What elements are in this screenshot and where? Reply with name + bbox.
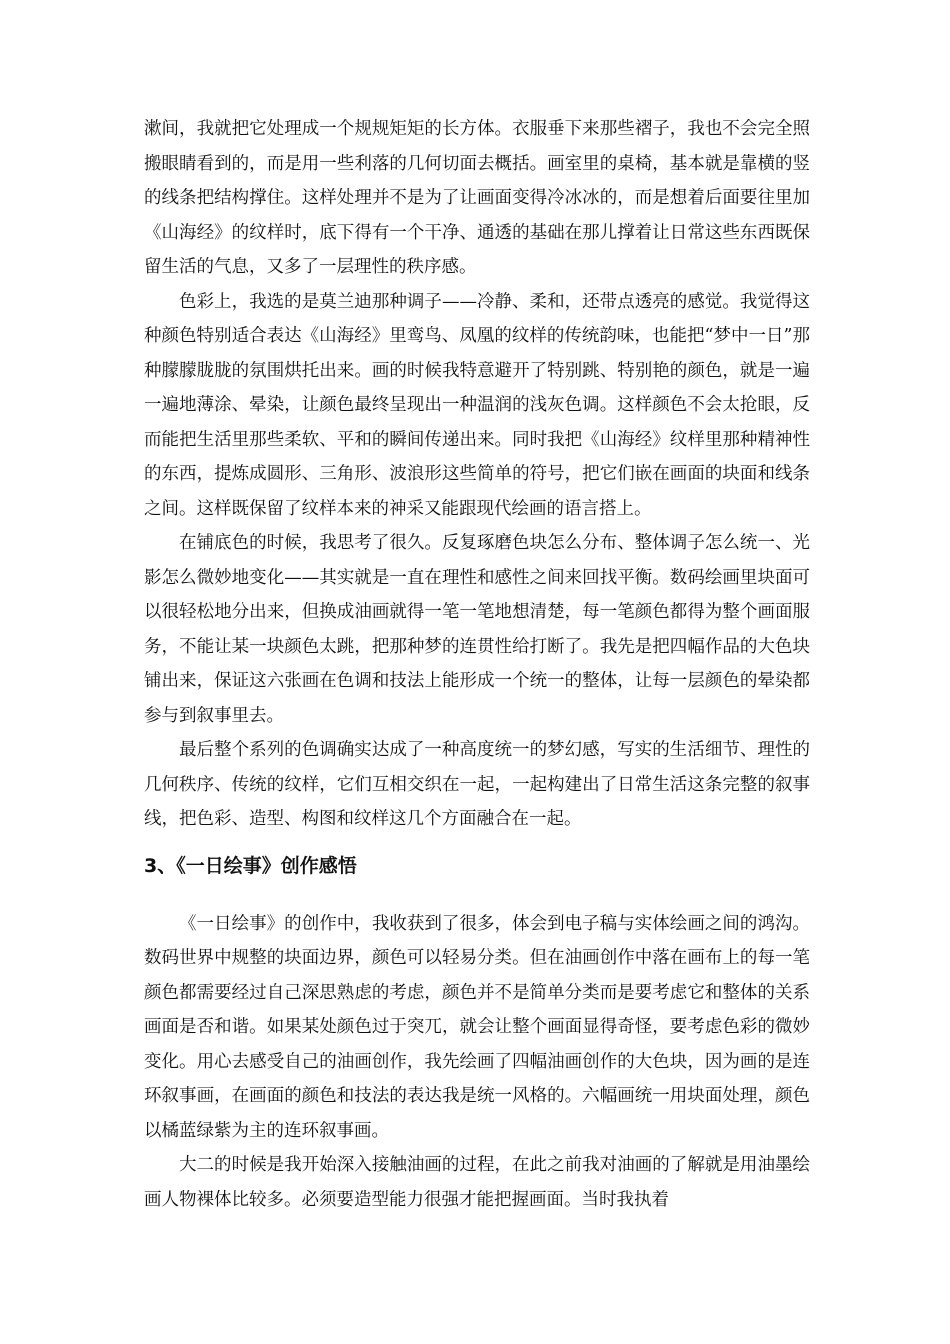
section-heading: 3、《一日绘事》创作感悟 [144, 854, 357, 877]
body-paragraph: 色彩上，我选的是莫兰迪那种调子——冷静、柔和，还带点透亮的感觉。我觉得这种颜色特别适合表达《山海经》里鸾鸟、凤凰的纹样的传统韵味，也能把“梦中一日”那种朦朦胧胧的氛围烘托出来。画的时候我特意避开了特别跳、特别艳的颜色，就是一遍一遍地薄涂、晕染，让颜色最终呈现出一种温润的浅灰色调。这样颜色不会太抢眼，反而能把生活里那些柔软、平和的瞬间传递出来。同时我把《山海经》纹样里那种精神性的东西，提炼成圆形、三角形、波浪形这些简单的符号，把它们嵌在画面的块面和线条之间。这样既保留了纹样本来的神采又能跟现代绘画的语言搭上。 [144, 291, 810, 519]
document-page [144, 112, 810, 1217]
body-paragraph: 《一日绘事》的创作中，我收获到了很多，体会到电子稿与实体绘画之间的鸿沟。数码世界中规整的块面边界，颜色可以轻易分类。但在油画创作中落在画布上的每一笔颜色都需要经过自己深思熟虑的考虑，颜色并不是简单分类而是要考虑它和整体的关系画面是否和谐。如果某处颜色过于突兀，就会让整个画面显得奇怪，要考虑色彩的微妙变化。用心去感受自己的油画创作，我先绘画了四幅油画创作的大色块，因为画的是连环叙事画，在画面的颜色和技法的表达我是统一风格的。六幅画统一用块面处理，颜色以橘蓝绿紫为主的连环叙事画。 [144, 913, 810, 1141]
body-paragraph: 在铺底色的时候，我思考了很久。反复琢磨色块怎么分布、整体调子怎么统一、光影怎么微妙地变化——其实就是一直在理性和感性之间来回找平衡。数码绘画里块面可以很轻松地分出来，但换成油画就得一笔一笔地想清楚，每一笔颜色都得为整个画面服务，不能让某一块颜色太跳，把那种梦的连贯性给打断了。我先是把四幅作品的大色块铺出来，保证这六张画在色调和技法上能形成一个统一的整体，让每一层颜色的晕染都参与到叙事里去。 [144, 533, 810, 726]
body-paragraph: 最后整个系列的色调确实达成了一种高度统一的梦幻感，写实的生活细节、理性的几何秩序、传统的纹样，它们互相交织在一起，一起构建出了日常生活这条完整的叙事线，把色彩、造型、构图和纹样这几个方面融合在一起。 [144, 740, 810, 829]
body-paragraph: 漱间，我就把它处理成一个规规矩矩的长方体。衣服垂下来那些褶子，我也不会完全照搬眼睛看到的，而是用一些利落的几何切面去概括。画室里的桌椅，基本就是靠横的竖的线条把结构撑住。这样处理并不是为了让画面变得冷冰冰的，而是想着后面要往里加《山海经》的纹样时，底下得有一个干净、通透的基础在那儿撑着让日常这些东西既保留生活的气息，又多了一层理性的秩序感。 [144, 119, 810, 277]
body-paragraph: 大二的时候是我开始深入接触油画的过程，在此之前我对油画的了解就是用油墨绘画人物裸体比较多。必须要造型能力很强才能把握画面。当时我执着 [144, 1155, 810, 1210]
